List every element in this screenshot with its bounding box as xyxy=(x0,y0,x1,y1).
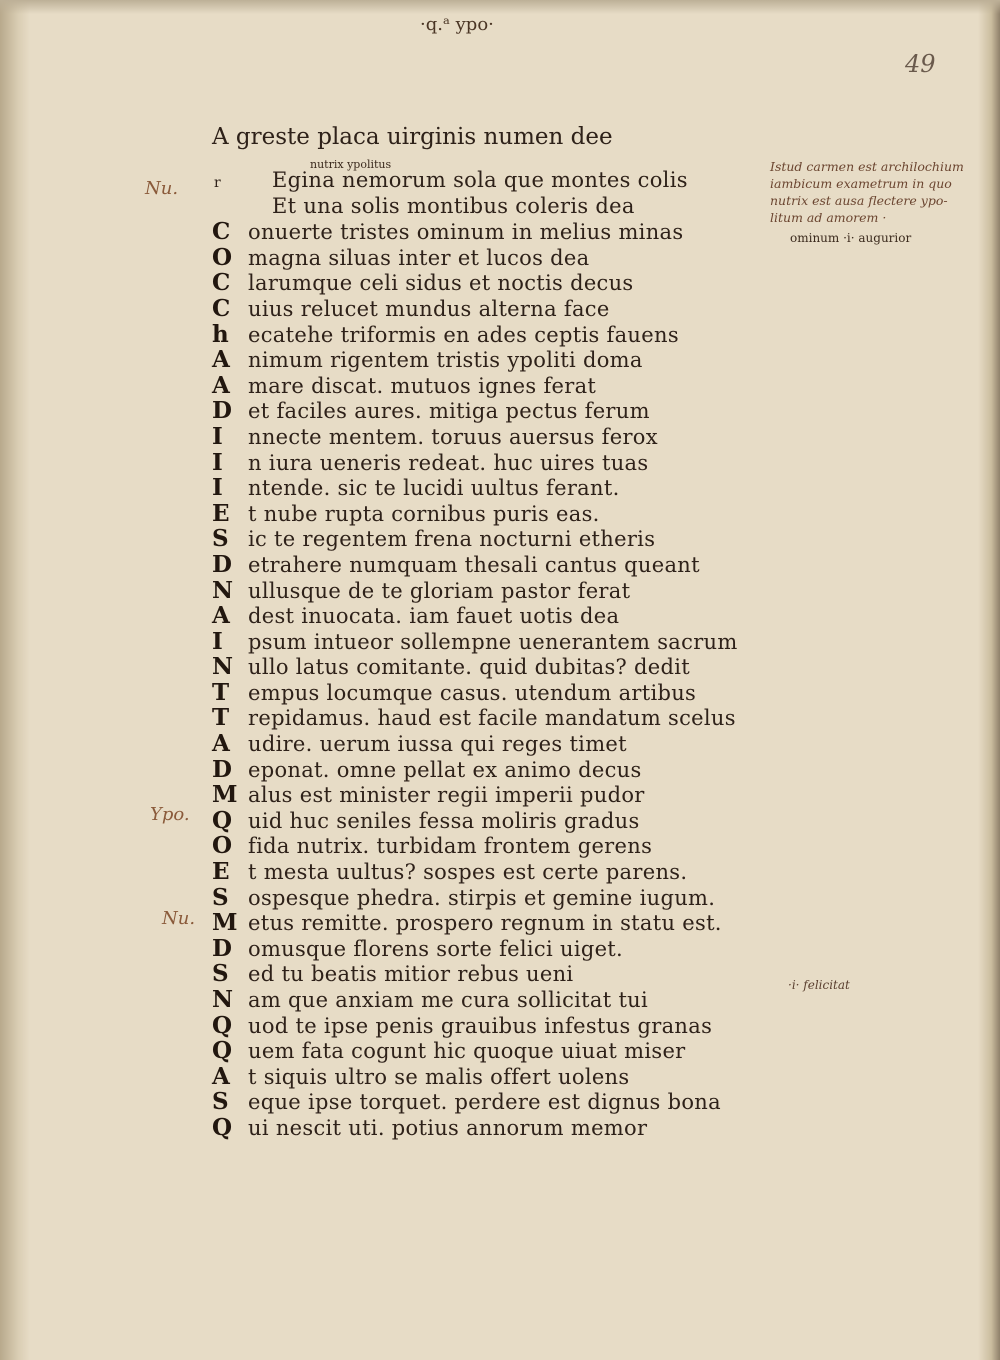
verse-initial: E xyxy=(212,499,230,527)
verse-initial: I xyxy=(212,474,223,502)
verse-line xyxy=(212,757,738,783)
verse-initial: I xyxy=(212,422,223,450)
verse-initial: N xyxy=(212,653,234,681)
verse-text: eque ipse torquet. perdere est dignus bona xyxy=(248,1090,721,1115)
verse-initial: T xyxy=(212,678,230,706)
verse-initial: S xyxy=(212,883,229,911)
gloss-line: nutrix est ausa flectere ypo- xyxy=(770,193,948,208)
verse-line xyxy=(212,475,738,501)
verse-initial: A xyxy=(212,371,230,399)
verse-initial: M xyxy=(212,909,238,937)
verse-text: ecatehe triformis en ades ceptis fauens xyxy=(248,322,679,347)
verse-text: omusque florens sorte felici uiget. xyxy=(248,936,624,961)
verse-line xyxy=(212,936,738,962)
verse-text: udire. uerum iussa qui reges timet xyxy=(248,732,627,757)
verse-initial: C xyxy=(212,269,231,297)
verse-line xyxy=(212,629,738,655)
verse-text: eponat. omne pellat ex animo decus xyxy=(248,757,642,782)
verse-line xyxy=(212,450,738,476)
verse-line xyxy=(212,1089,738,1115)
verse-line xyxy=(212,526,738,552)
verse-initial: D xyxy=(212,397,232,425)
verse-text: psum intueor sollempne uenerantem sacrum xyxy=(248,629,738,654)
gloss-note: ominum ·i· augurior xyxy=(790,231,912,245)
verse-text: ui nescit uti. potius annorum memor xyxy=(248,1115,648,1140)
verse-text: t siquis ultro se malis offert uolens xyxy=(248,1064,630,1089)
verse-line xyxy=(212,731,738,757)
verse-text: onuerte tristes ominum in melius minas xyxy=(248,220,684,245)
verse-line xyxy=(212,680,738,706)
opening-verse: A greste placa uirginis numen dee xyxy=(212,124,613,150)
verse-text: t nube rupta cornibus puris eas. xyxy=(248,501,600,526)
verse-line xyxy=(212,1064,738,1090)
guide-letter: r xyxy=(214,175,221,191)
verse-line xyxy=(212,245,738,271)
verse-line xyxy=(212,1013,738,1039)
verse-line xyxy=(212,859,738,885)
verse-initial: N xyxy=(212,576,234,604)
verse-line xyxy=(212,987,738,1013)
folio-number: 49 xyxy=(905,50,936,78)
verse-column xyxy=(212,168,738,1141)
verse-initial: S xyxy=(212,1088,229,1116)
verse-line xyxy=(212,424,738,450)
verse-initial: D xyxy=(212,755,232,783)
gloss-line: Istud carmen est archilochium xyxy=(770,159,964,174)
verse-initial: Q xyxy=(212,1037,233,1065)
verse-text: Et una solis montibus coleris dea xyxy=(272,193,635,218)
verse-line xyxy=(212,373,738,399)
verse-initial: I xyxy=(212,448,223,476)
verse-initial: Q xyxy=(212,1113,233,1141)
verse-line xyxy=(212,1038,738,1064)
verse-line xyxy=(212,961,738,987)
verse-text: n iura ueneris redeat. huc uires tuas xyxy=(248,450,649,475)
verse-line xyxy=(212,910,738,936)
verse-text: uem fata cogunt hic quoque uiuat miser xyxy=(248,1039,686,1064)
speaker-rubric: Nu. xyxy=(162,908,196,929)
verse-line xyxy=(212,782,738,808)
verse-initial: A xyxy=(212,730,230,758)
running-head: ·q.ᵃ ypo· xyxy=(420,14,494,35)
verse-text: ed tu beatis mitior rebus ueni xyxy=(248,962,574,987)
verse-initial: C xyxy=(212,294,231,322)
top-shadow xyxy=(0,0,1000,14)
speaker-rubric: Ypo. xyxy=(150,804,190,825)
verse-text: ullo latus comitante. quid dubitas? dedit xyxy=(248,655,691,680)
verse-line xyxy=(212,194,738,220)
verse-text: dest inuocata. iam fauet uotis dea xyxy=(248,604,620,629)
verse-text: Egina nemorum sola que montes colis xyxy=(272,168,688,192)
verse-initial: Q xyxy=(212,1011,233,1039)
binding-gutter xyxy=(0,0,30,1360)
verse-line xyxy=(212,322,738,348)
verse-initial: N xyxy=(212,986,234,1013)
verse-line xyxy=(212,885,738,911)
marginal-gloss xyxy=(770,158,988,226)
verse-initial: A xyxy=(212,346,230,374)
verse-text: etrahere numquam thesali cantus queant xyxy=(248,552,700,577)
verse-text: uod te ipse penis grauibus infestus granas xyxy=(248,1013,713,1038)
verse-initial: Q xyxy=(212,806,233,834)
verse-text: ic te regentem frena nocturni etheris xyxy=(248,527,656,552)
verse-text: nimum rigentem tristis ypoliti doma xyxy=(248,348,643,373)
verse-initial: A xyxy=(212,1062,230,1090)
verse-text: etus remitte. prospero regnum in statu est. xyxy=(248,911,722,936)
verse-line xyxy=(212,833,738,859)
verse-initial: D xyxy=(212,550,232,578)
verse-initial: I xyxy=(212,627,223,655)
verse-text: magna siluas inter et lucos dea xyxy=(248,245,590,270)
verse-line xyxy=(212,347,738,373)
verse-text: nnecte mentem. toruus auersus ferox xyxy=(248,424,658,449)
speaker-rubric: Nu. xyxy=(145,178,179,199)
verse-line xyxy=(212,603,738,629)
verse-text: uid huc seniles fessa moliris gradus xyxy=(248,808,640,833)
verse-text: t mesta uultus? sospes est certe parens. xyxy=(248,860,688,885)
verse-initial: M xyxy=(212,781,238,809)
verse-initial: S xyxy=(212,960,229,988)
verse-initial: O xyxy=(212,832,233,860)
verse-initial: E xyxy=(212,858,230,886)
gloss-line: litum ad amorem · xyxy=(770,210,887,225)
verse-text: mare discat. mutuos ignes ferat xyxy=(248,373,597,398)
verse-text: larumque celi sidus et noctis decus xyxy=(248,271,634,296)
verse-line xyxy=(212,296,738,322)
verse-text: et faciles aures. mitiga pectus ferum xyxy=(248,399,650,424)
verse-text: repidamus. haud est facile mandatum scelus xyxy=(248,706,736,731)
verse-initial: A xyxy=(212,602,230,630)
verse-line xyxy=(212,398,738,424)
verse-line xyxy=(212,1115,738,1141)
verse-initial: h xyxy=(212,320,229,348)
verse-text: ullusque de te gloriam pastor ferat xyxy=(248,578,631,603)
margin-note: ·i· felicitat xyxy=(788,978,850,992)
verse-initial: C xyxy=(212,218,231,246)
verse-text: uius relucet mundus alterna face xyxy=(248,296,610,321)
verse-initial: S xyxy=(212,525,229,553)
verse-text: fida nutrix. turbidam frontem gerens xyxy=(248,834,653,859)
verse-line xyxy=(212,808,738,834)
verse-text: am que anxiam me cura sollicitat tui xyxy=(248,988,649,1012)
verse-line xyxy=(212,219,738,245)
verse-line xyxy=(212,501,738,527)
verse-line xyxy=(212,578,738,604)
verse-line xyxy=(212,168,738,194)
verse-text: empus locumque casus. utendum artibus xyxy=(248,680,697,705)
verse-line xyxy=(212,552,738,578)
verse-text: alus est minister regii imperii pudor xyxy=(248,783,645,808)
verse-initial: T xyxy=(212,704,230,732)
interlinear-gloss: nutrix ypolitus xyxy=(310,158,392,171)
verse-text: ntende. sic te lucidi uultus ferant. xyxy=(248,476,620,501)
verse-line xyxy=(212,705,738,731)
verse-initial: O xyxy=(212,243,233,271)
gloss-line: iambicum exametrum in quo xyxy=(770,176,952,191)
verse-text: ospesque phedra. stirpis et gemine iugum. xyxy=(248,885,716,910)
verse-initial: D xyxy=(212,934,232,962)
verse-line xyxy=(212,270,738,296)
verse-line xyxy=(212,654,738,680)
